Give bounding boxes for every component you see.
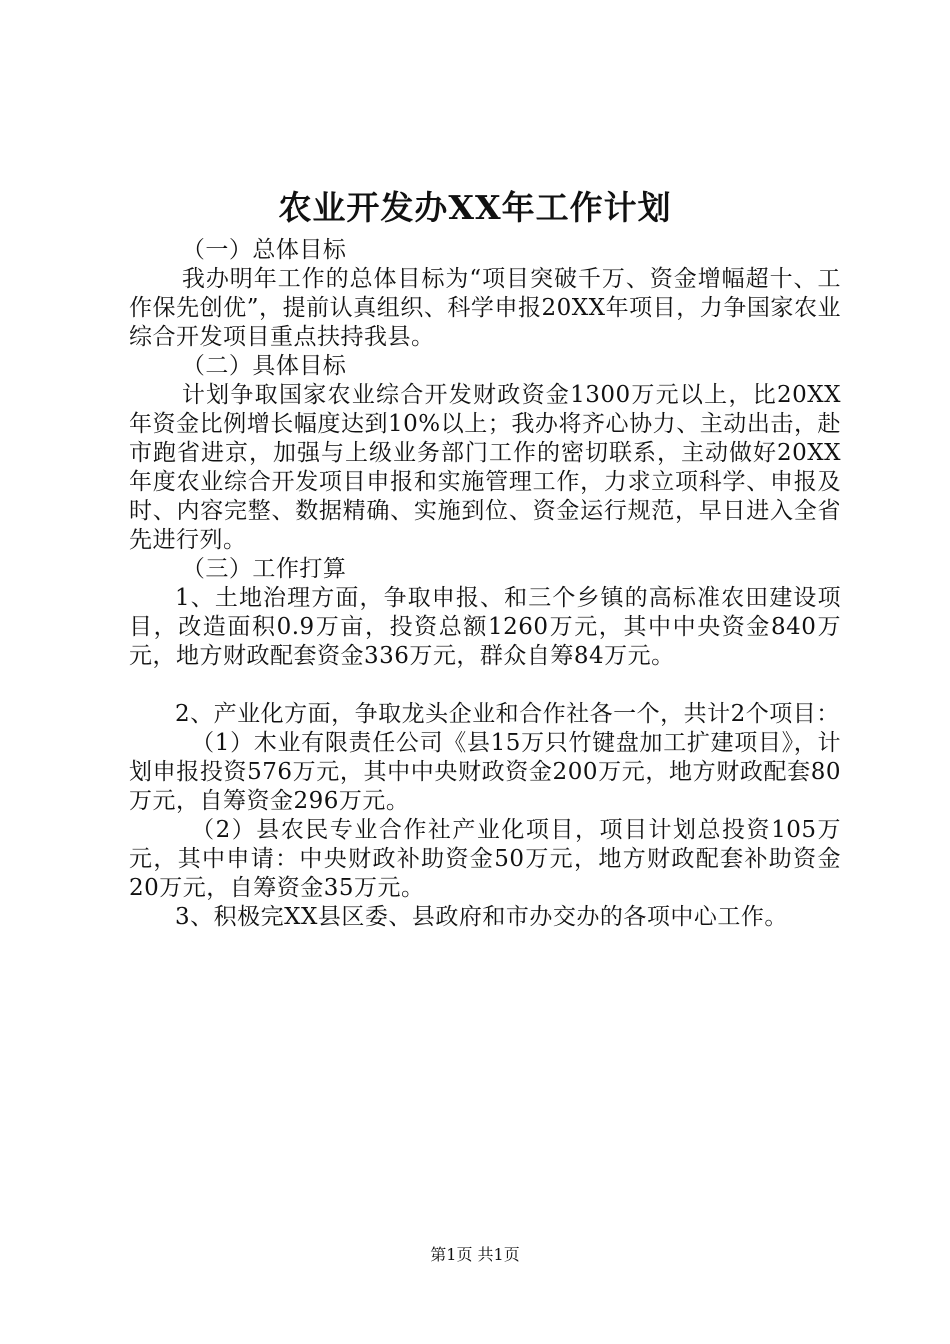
paragraph-industrialization: 2、产业化方面，争取龙头企业和合作社各一个，共计2个项目：: [175, 701, 840, 727]
paragraph-project-cooperative: （2）县农民专业合作社产业化项目，项目计划总投资105万元，其中申请：中央财政补助资金50万元，地方财政配套补助资金20万元，自筹资金35万元。: [129, 817, 841, 901]
section-heading-specific-goal: （二）具体目标: [181, 353, 347, 379]
paragraph-spacer: [129, 671, 841, 700]
paragraph-project-wood: （1）木业有限责任公司《县15万只竹键盘加工扩建项目》，计划申报投资576万元，其中中央财政资金200万元，地方财政配套80万元，自筹资金296万元。: [129, 730, 841, 814]
document-body: [129, 236, 841, 932]
section-heading-overall-goal: （一）总体目标: [181, 237, 347, 263]
page-footer: 第1页 共1页: [430, 1245, 520, 1264]
section-heading-work-plan: （三）工作打算: [181, 556, 347, 582]
paragraph-land-management: 1、土地治理方面，争取申报、和三个乡镇的高标准农田建设项目，改造面积0.9万亩，投资总额1260万元，其中中央资金840万元，地方财政配套资金336万元，群众自筹84万元。: [129, 585, 841, 669]
paragraph-overall-goal: 我办明年工作的总体目标为“项目突破千万、资金增幅超十、工作保先创优”，提前认真组织、科学申报20XX年项目，力争国家农业综合开发项目重点扶持我县。: [129, 266, 841, 350]
paragraph-specific-goal: 计划争取国家农业综合开发财政资金1300万元以上，比20XX年资金比例增长幅度达到10%以上；我办将齐心协力、主动出击，赴市跑省进京，加强与上级业务部门工作的密切联系，主动做好20XX年度农业综合开发项目申报和实施管理工作，力求立项科学、申报及时、内容完整、数据精确、实施到位、资金运行规范，早日进入全省先进行列。: [129, 382, 841, 553]
paragraph-central-work: 3、积极完XX县区委、县政府和市办交办的各项中心工作。: [175, 904, 788, 930]
document-title: 农业开发办XX年工作计划: [278, 188, 672, 227]
